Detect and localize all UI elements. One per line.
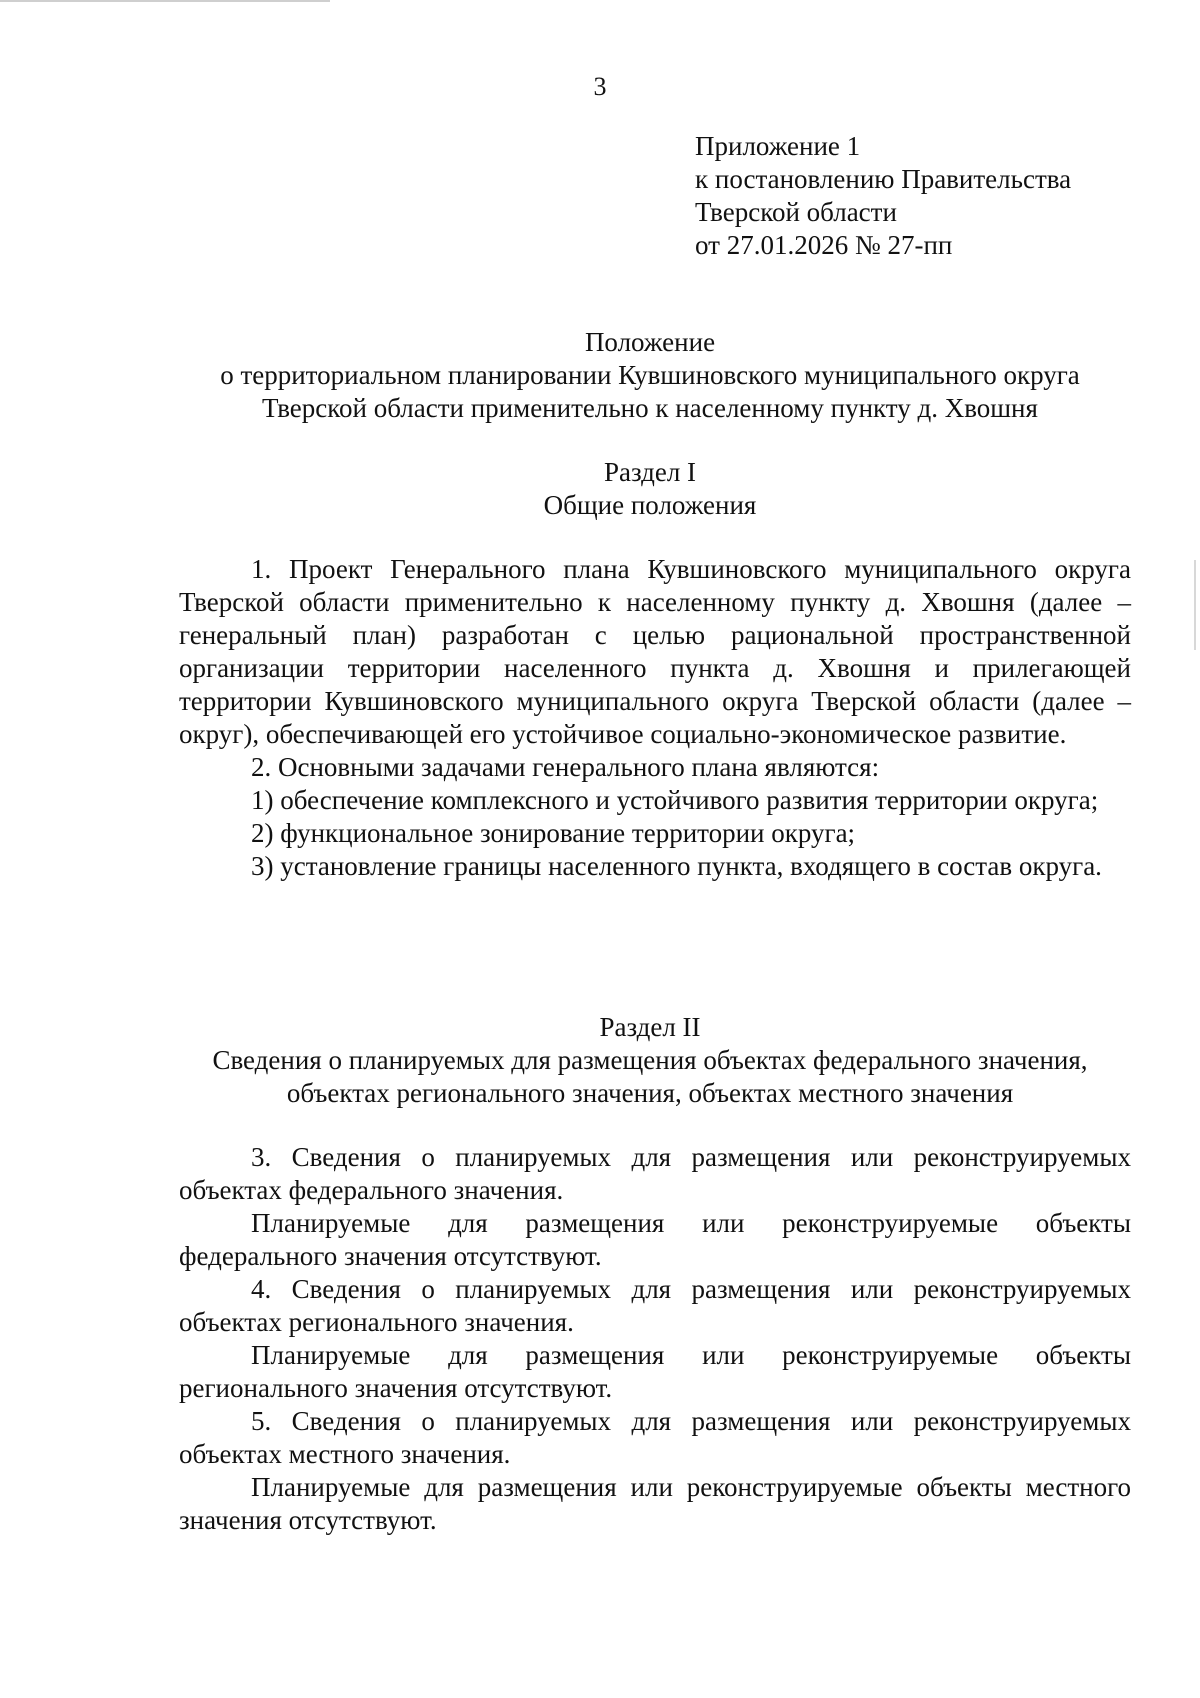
paragraph: 2. Основными задачами генерального плана являются: <box>251 752 880 782</box>
section-subheading: Общие положения <box>543 490 757 520</box>
paragraph: 1. Проект Генерального плана Кувшиновского муниципального округа Тверской области применительно к населенному пункту д. Хвошня (далее – генеральный план) разработан с целью рациональной пространственной организации территории населенного пункта д. Хвошня и прилегающей территории Кувшиновского муниципального округа Тверской области (далее – округ), обеспечивающей его устойчивое социально-экономическое развитие. <box>179 554 1131 749</box>
appendix-line: к постановлению Правительства <box>695 164 1072 194</box>
appendix-block <box>695 130 1071 262</box>
page-number: 3 <box>593 72 607 101</box>
appendix-line: Приложение 1 <box>695 131 861 161</box>
list-item: 1) обеспечение комплексного и устойчивого развития территории округа; <box>251 785 1099 815</box>
section-heading: Раздел II <box>599 1012 701 1042</box>
section-subheading: объектах регионального значения, объектах местного значения <box>286 1078 1014 1108</box>
list-item: 2) функциональное зонирование территории округа; <box>251 818 856 848</box>
section-subheading: Сведения о планируемых для размещения объектах федерального значения, <box>212 1045 1088 1075</box>
section-heading: Раздел I <box>603 457 697 487</box>
scan-artifact-edge <box>1194 560 1196 650</box>
paragraph: 3. Сведения о планируемых для размещения или реконструируемых объектах федерального значения. <box>179 1142 1131 1205</box>
paragraph: Планируемые для размещения или реконструируемые объекты местного значения отсутствуют. <box>179 1472 1131 1535</box>
appendix-line: Тверской области <box>695 197 897 227</box>
document-title <box>170 326 1130 425</box>
paragraph: 4. Сведения о планируемых для размещения или реконструируемых объектах регионального значения. <box>179 1274 1131 1337</box>
scan-artifact-line <box>0 0 330 2</box>
paragraph: Планируемые для размещения или реконструируемые объекты регионального значения отсутствуют. <box>179 1340 1131 1403</box>
paragraph: Планируемые для размещения или реконструируемые объекты федерального значения отсутствуют. <box>179 1208 1131 1271</box>
section-1-heading <box>170 456 1130 522</box>
title-line: Тверской области применительно к населенному пункту д. Хвошня <box>262 393 1038 423</box>
section-1-body <box>179 553 1131 883</box>
section-2-body <box>179 1141 1131 1537</box>
list-item: 3) установление границы населенного пункта, входящего в состав округа. <box>251 851 1102 881</box>
title-line: о территориальном планировании Кувшиновского муниципального округа <box>220 360 1080 390</box>
title-line: Положение <box>584 327 716 357</box>
paragraph: 5. Сведения о планируемых для размещения или реконструируемых объектах местного значения. <box>179 1406 1131 1469</box>
section-2-heading <box>170 1011 1130 1110</box>
appendix-line: от 27.01.2026 № 27-пп <box>695 230 953 260</box>
